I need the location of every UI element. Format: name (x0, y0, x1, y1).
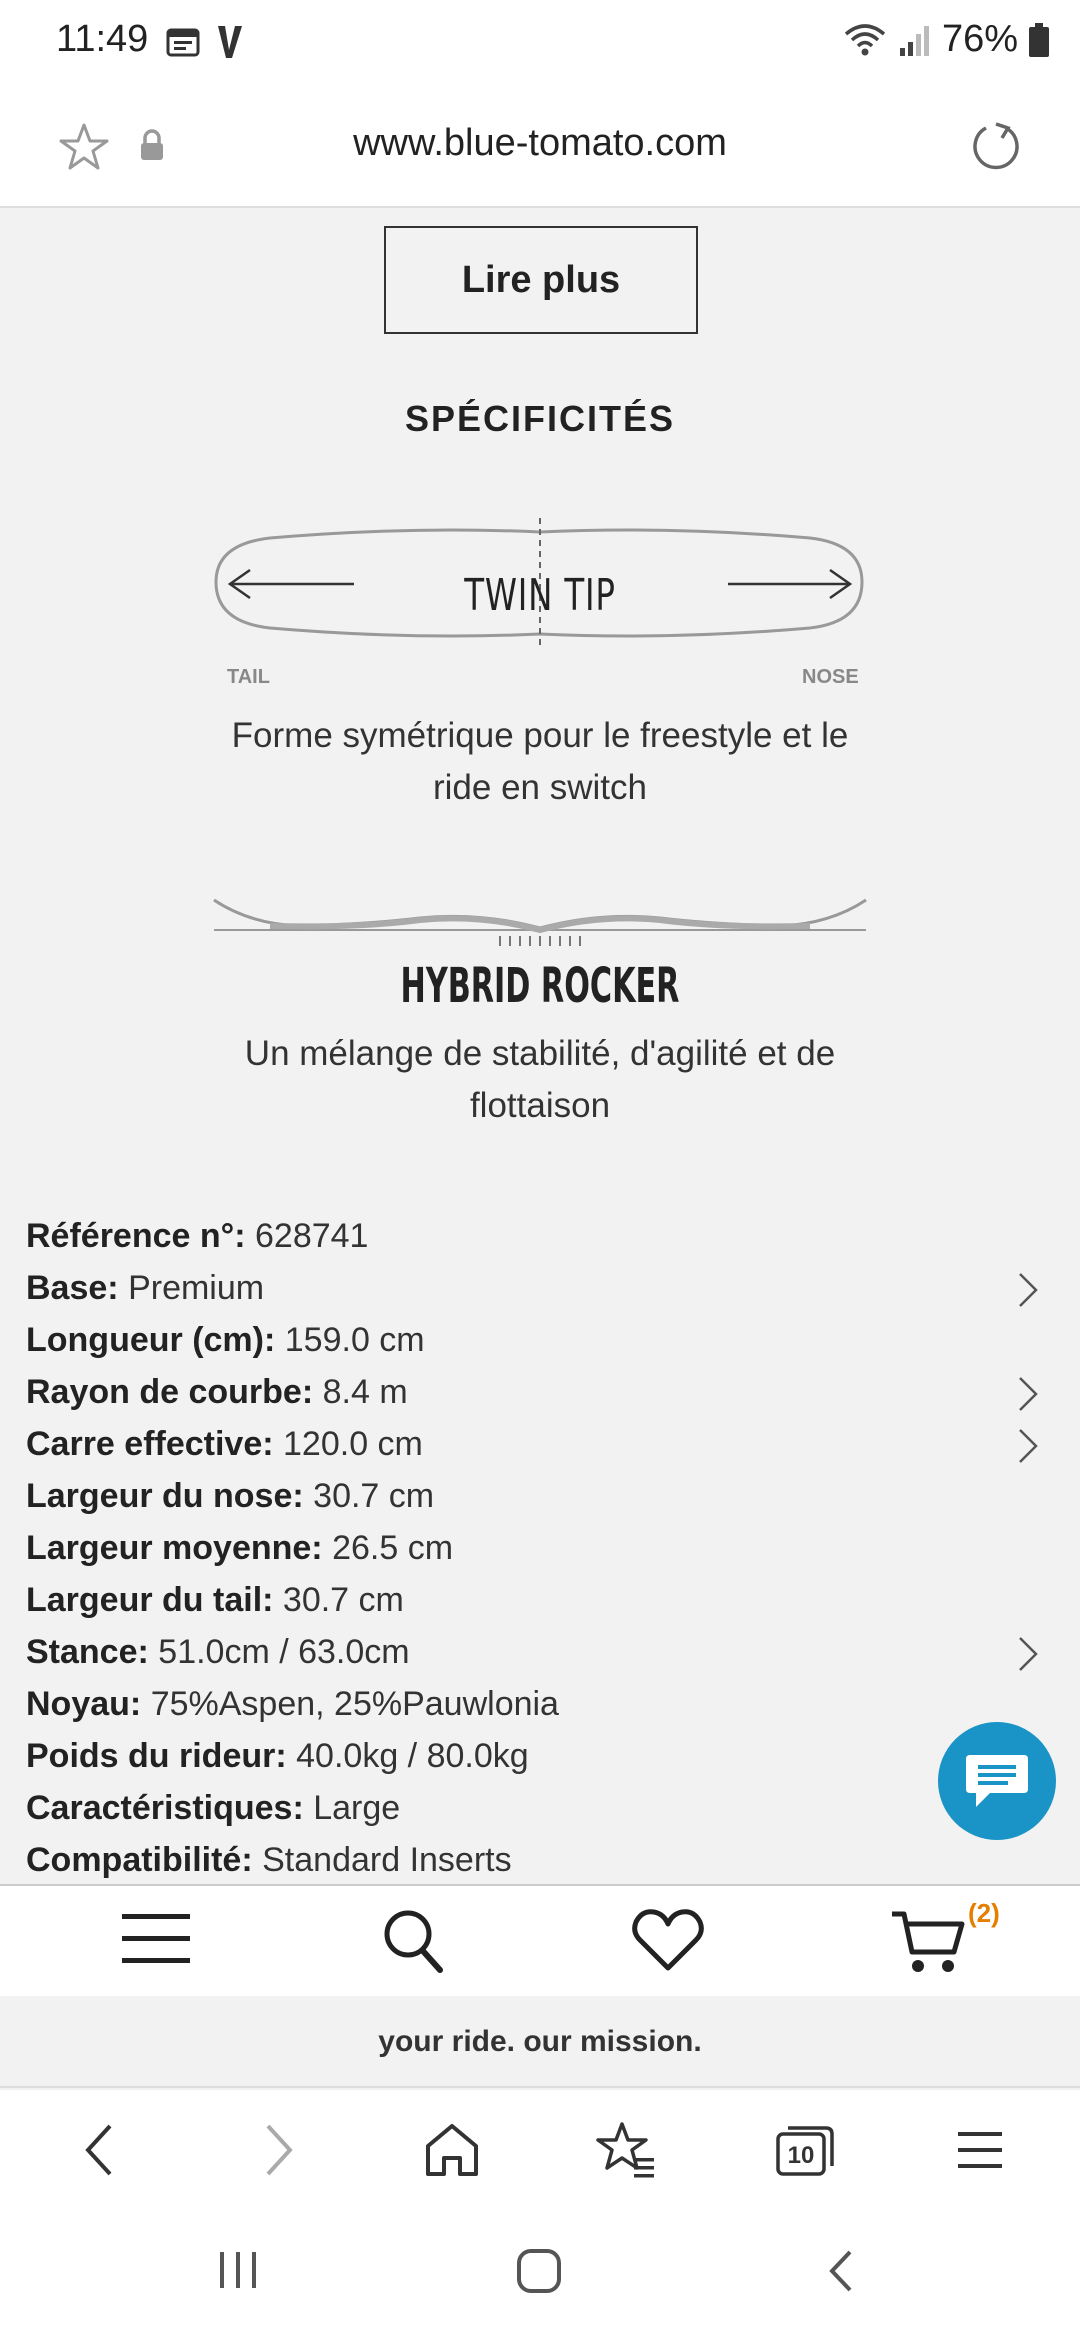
spec-key: Rayon de courbe: (26, 1373, 314, 1411)
tail-label: TAIL (227, 666, 270, 688)
battery-icon (1028, 22, 1050, 58)
spec-key: Référence n°: (26, 1217, 246, 1255)
spec-row (0, 1210, 1080, 1262)
spec-row (0, 1678, 1080, 1730)
shape-description: Forme symétrique pour le freestyle et le ride en switch (231, 716, 849, 807)
spec-row[interactable] (0, 1262, 1080, 1314)
home-button-icon[interactable] (516, 2248, 562, 2294)
spec-row (0, 1834, 1080, 1884)
spec-value: 628741 (255, 1217, 369, 1255)
recent-apps-icon[interactable] (218, 2248, 258, 2292)
spec-row[interactable] (0, 1366, 1080, 1418)
spec-value: 159.0 cm (284, 1321, 425, 1359)
url-text[interactable]: www.blue-tomato.com (353, 122, 727, 164)
spec-value: 75%Aspen, 25%Pauwlonia (150, 1685, 559, 1723)
spec-value: 30.7 cm (313, 1477, 435, 1515)
spec-key: Carre effective: (26, 1425, 274, 1463)
spec-value: Premium (128, 1269, 265, 1307)
spec-key: Compatibilité: (26, 1841, 253, 1879)
chat-button[interactable] (938, 1722, 1056, 1840)
hamburger-menu-icon[interactable] (122, 1908, 190, 1970)
v-app-icon (214, 24, 244, 60)
spec-value: 120.0 cm (283, 1425, 423, 1463)
back-icon[interactable] (80, 2120, 120, 2180)
site-bottom-nav (0, 1884, 1080, 1996)
spec-value: Large (313, 1789, 401, 1827)
tagline: your ride. our mission. (0, 1996, 1080, 2088)
system-nav-bar (0, 2210, 1080, 2340)
cart-icon[interactable] (890, 1908, 966, 1976)
profile-description: Un mélange de stabilité, d'agilité et de flottaison (244, 1034, 836, 1125)
specs-heading: SPÉCIFICITÉS (404, 398, 676, 439)
chat-bubble-icon (964, 1751, 1030, 1811)
spec-key: Noyau: (26, 1685, 142, 1723)
spec-key: Base: (26, 1269, 119, 1307)
browser-toolbar (0, 2090, 1080, 2210)
spec-key: Caractéristiques: (26, 1789, 304, 1827)
spec-row (0, 1522, 1080, 1574)
system-back-icon[interactable] (826, 2248, 856, 2294)
spec-value: 30.7 cm (282, 1581, 404, 1619)
chevron-right-icon[interactable] (1016, 1272, 1040, 1308)
heart-icon[interactable] (632, 1908, 704, 1972)
chevron-right-icon[interactable] (1016, 1636, 1040, 1672)
hybrid-rocker-label: HYBRID ROCKER (400, 958, 680, 1014)
spec-row (0, 1470, 1080, 1522)
product-specs-section (0, 208, 1080, 1884)
reload-icon[interactable] (968, 118, 1024, 174)
spec-value: Standard Inserts (262, 1841, 512, 1879)
calendar-icon (166, 27, 200, 57)
spec-row[interactable] (0, 1626, 1080, 1678)
chevron-right-icon[interactable] (1016, 1428, 1040, 1464)
signal-icon (898, 22, 932, 58)
spec-value: 51.0cm / 63.0cm (158, 1633, 410, 1671)
forward-icon[interactable] (258, 2120, 298, 2180)
search-icon[interactable] (382, 1908, 444, 1974)
tabs-button[interactable] (774, 2120, 836, 2180)
spec-row (0, 1314, 1080, 1366)
spec-key: Longueur (cm): (26, 1321, 276, 1359)
wifi-icon (842, 22, 888, 58)
spec-row (0, 1730, 1080, 1782)
read-more-button[interactable]: Lire plus (384, 226, 698, 334)
spec-key: Largeur moyenne: (26, 1529, 323, 1567)
tabs-count: 10 (787, 2142, 815, 2169)
browser-menu-icon[interactable] (958, 2120, 1002, 2180)
battery-percent: 76% (941, 18, 1018, 60)
spec-row[interactable] (0, 1418, 1080, 1470)
address-bar (0, 86, 1080, 208)
status-time: 11:49 (56, 18, 149, 60)
chevron-right-icon[interactable] (1016, 1376, 1040, 1412)
hybrid-rocker-profile-illustration (210, 888, 870, 958)
spec-value: 40.0kg / 80.0kg (296, 1737, 529, 1775)
spec-key: Largeur du nose: (26, 1477, 304, 1515)
spec-row (0, 1782, 1080, 1834)
cart-count-badge[interactable]: (2) (968, 1898, 1000, 1928)
spec-list (0, 1210, 1080, 1884)
spec-key: Stance: (26, 1633, 149, 1671)
home-icon[interactable] (424, 2120, 480, 2180)
spec-key: Largeur du tail: (26, 1581, 274, 1619)
spec-row (0, 1574, 1080, 1626)
spec-value: 8.4 m (322, 1373, 408, 1411)
bookmarks-icon[interactable] (596, 2120, 656, 2180)
spec-value: 26.5 cm (332, 1529, 454, 1567)
status-system-icons (842, 18, 1050, 61)
twin-tip-label: TWIN TIP (464, 570, 616, 621)
spec-key: Poids du rideur: (26, 1737, 287, 1775)
status-notification-icons (166, 24, 244, 60)
nose-label: NOSE (802, 666, 859, 688)
status-bar (0, 0, 1080, 86)
